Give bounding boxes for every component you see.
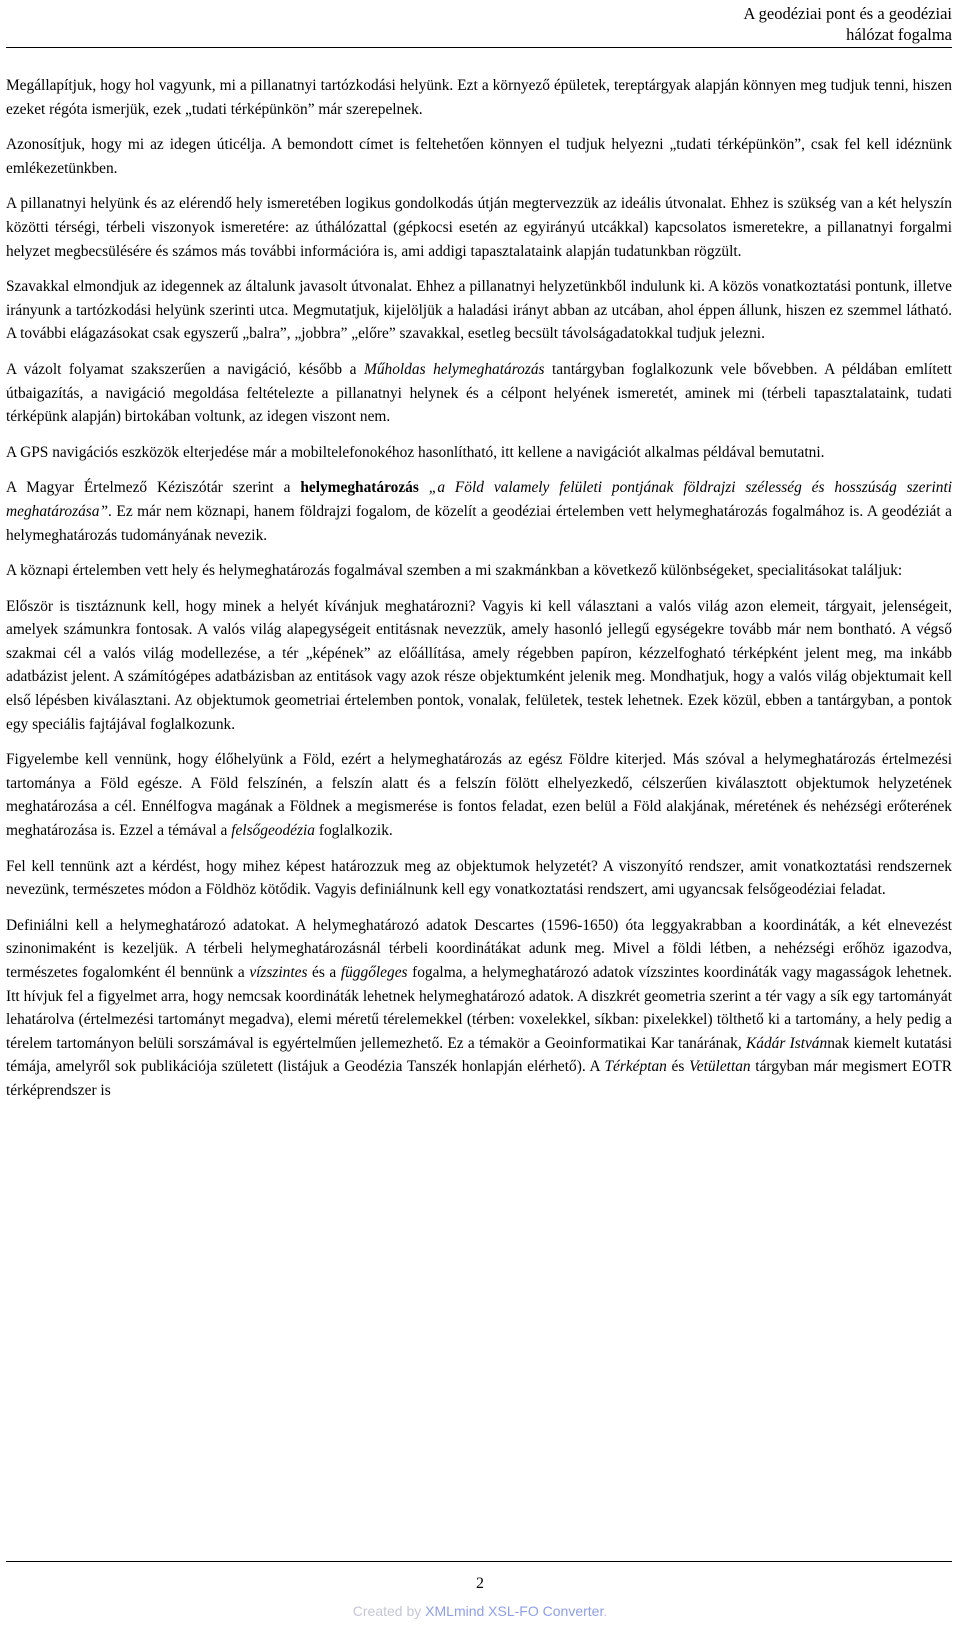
paragraph-11: Fel kell tennünk azt a kérdést, hogy mihez képest határozzuk meg az objektumok helyzetét? A viszonyító rendszer, amit vonatkoztatási rendszernek nevezünk, természetes módon a Földhöz kötődik. Vagyis definiálnunk kell egy vonatkoztatási rendszert, ami ugyancsak felsőgeodéziai feladat. <box>6 857 952 899</box>
header-title-line-2: hálózat fogalma <box>846 25 952 44</box>
paragraph-7-definition: „a Föld valamely felületi pontjának földrajzi szélesség és hosszúság szerinti meghatározása” <box>6 479 953 520</box>
paragraph-5-text-b: tantárgyban foglalkozunk vele bővebben. A példában említett útbaigazítás, a navigáció megoldása feltételezte a pillanatnyi helynek és a célpont helyének ismeretét, aminek mi (térbeli tapasztalataink, tudati térképünk alapján) birtokában voltunk, az idegen viszont nem. <box>6 360 953 426</box>
paragraph-1: Megállapítjuk, hogy hol vagyunk, mi a pillanatnyi tartózkodási helyünk. Ezt a környező épületek, tereptárgyak alapján könnyen meg tudjuk tenni, hiszen ezeket régóta ismerjük, ezek „tudati térképünkön” már szerepelnek. <box>6 77 952 118</box>
paragraph-8: A köznapi értelemben vett hely és helymeghatározás fogalmával szemben a mi szakmánkban a következő különbségeket, specialitásokat találjuk: <box>6 562 903 580</box>
paragraph-12-course-projection: Vetülettan <box>689 1058 751 1076</box>
paragraph-7 <box>6 476 952 547</box>
paragraph-12-text-a: Definiálni kell a helymeghatározó adatokat. A helymeghatározó adatok Descartes (1596-1650) óta leggyakrabban a koordináták, a két elnevezést szinonimaként is kezeljük. A térbeli helymeghatározásnál térbeli koordinátákat adunk meg. Mivel a földi létben, a nehézségi erőhöz igazodva, természetes fogalomként él bennünk a <box>6 916 952 981</box>
paragraph-5-text-a: A vázolt folyamat szakszerűen a navigáció, később a <box>6 360 364 378</box>
converter-credit <box>0 1602 960 1620</box>
paragraph-12 <box>6 914 952 1103</box>
paragraph-9: Először is tisztáznunk kell, hogy minek a helyét kívánjuk meghatározni? Vagyis ki kell választani a valós világ azon elemeit, tárgyait, jelenségeit, amelyek számunkra fontosak. A valós világ alapegységeit entitásnak nevezzük, amely hasonló jellegű egységekre tovább már nem bontható. A végső szakmai cél a valós világ modellezése, a tér „képének” az előállítása, amely régebben papíron, kézzelfogható térképként jelent meg, ma inkább adatbázist jelent. A számítógépes adatbázisban az entitások vagy azok része objektumként jelenik meg. Mondhatjuk, hogy a valós világ objektumait kell első lépésben kiválasztani. Az objektumok geometriai értelemben pontok, vonalak, felületek, testek lehetnek. Ezek közül, ebben a tantárgyban, a pontok egy speciális fajtájával foglalkozunk. <box>6 597 952 733</box>
paragraph-12-course-cartography: Térképtan <box>604 1058 667 1076</box>
header-title-line-1: A geodéziai pont és a geodéziai <box>743 4 952 23</box>
paragraph-7-text-b: . Ez már nem köznapi, hanem földrajzi fogalom, de közelít a geodéziai értelemben vett helymeghatározás fogalmához is. A geodéziát a helymeghatározás tudományának nevezik. <box>6 502 952 544</box>
credit-suffix: . <box>603 1603 608 1619</box>
page-number: 2 <box>476 1575 484 1592</box>
paragraph-10-term: felsőgeodézia <box>231 822 315 840</box>
footer-divider <box>6 1561 952 1562</box>
paragraph-5-course-name: Műholdas helymeghatározás <box>364 360 545 378</box>
paragraph-10-text-b: foglalkozik. <box>314 822 393 840</box>
paragraph-12-term-horizontal: vízszintes <box>249 964 308 981</box>
credit-prefix: Created by <box>352 1603 426 1619</box>
running-header <box>6 0 952 45</box>
paragraph-4: Szavakkal elmondjuk az idegennek az általunk javasolt útvonalat. Ehhez a pillanatnyi helyzetünkből indulunk ki. A közös vonatkoztatási pontunk, illetve irányunk a tartózkodási helyünk szerinti utca. Megmutatjuk, kijelöljük a haladási irányt abban az utcában, ahol éppen állunk, hiszen ez szemmel látható. A további elágazásokat csak egyszerű „balra”, „jobbra” „előre” szavakkal, esetleg becsült távolságadatokkal tudjuk jelezni. <box>6 278 952 343</box>
paragraph-12-text-d: nak kiemelt kutatási témája, amelyről sok publikációja született (listájuk a Geodézia Tanszék honlapján elérhető). A <box>6 1034 952 1076</box>
paragraph-10 <box>6 748 952 842</box>
paragraph-12-term-vertical: függőleges <box>340 964 408 981</box>
paragraph-7-term: helymeghatározás <box>300 479 419 497</box>
paragraph-12-text-f: tárgyban már megismert EOTR térképrendszer is <box>6 1058 952 1099</box>
paragraph-12-text-e: és <box>666 1058 690 1076</box>
paragraph-7-text-a: A Magyar Értelmező Kéziszótár szerint a <box>6 479 301 497</box>
paragraph-6: A GPS navigációs eszközök elterjedése már a mobiltelefonokéhoz hasonlítható, itt kellene a navigációt alkalmas példával bemutatni. <box>6 443 825 461</box>
paragraph-12-person-name: Kádár István <box>745 1034 828 1052</box>
paragraph-3: A pillanatnyi helyünk és az elérendő hely ismeretében logikus gondolkodás útján megtervezzük az ideális útvonalat. Ehhez is szükség van a két helyszín közötti térségi, térbeli viszonyok ismeretére: az úthálózattal (gépkocsi esetén az egyirányú utcákkal) kapcsolatos ismeretekre, a pillanatnyi forgalmi helyzet megbecsülésére és számos más további információra is, ami addigi tapasztalataink alapján tudatunkban rögzült. <box>6 195 952 260</box>
header-divider <box>6 47 952 48</box>
paragraph-12-text-b: és a <box>307 964 341 981</box>
paragraph-2: Azonosítjuk, hogy mi az idegen úticélja. A bemondott címet is feltehetően könnyen el tudjuk helyezni „tudati térképünkön”, csak fel kell idéznünk emlékezetünkben. <box>6 136 952 177</box>
paragraph-10-text-a: Figyelembe kell vennünk, hogy élőhelyünk a Föld, ezért a helymeghatározás az egész Földre kiterjed. Más szóval a helymeghatározás értelmezési tartománya a Föld egésze. A Föld felszínén, a felszín alatt és a felszín fölött elhelyezkedő, célszerűen kiválasztott objektumok helyzetének meghatározása a cél. Ennélfogva magának a Földnek a megismerése is fontos feladat, ezen belül a Föld alakjának, méretének és nehézségi erőterének meghatározása is. Ezzel a témával a <box>6 751 952 840</box>
paragraph-12-text-c: fogalma, a helymeghatározó adatok vízszintes koordináták vagy magasságok lehetnek. Itt hívjuk fel a figyelmet arra, hogy nemcsak koordináták lehetnek helymeghatározó adatok. A diszkrét geometria szerint a tér vagy a sík egy tartományát lehatárolva (értelmezési tartományt megadva), elemi méretű térelemekkel (térben: voxelekkel, síkban: pixelekkel) tölthető ki a tartomány, a hely pedig a térelem tartományon belüli sorszámával is egyértelműen jellemezhető. Ez a témakör a Geoinformatikai Kar tanárának, <box>6 964 952 1052</box>
paragraph-5 <box>6 358 952 429</box>
credit-brand-link[interactable]: XMLmind XSL-FO Converter <box>425 1603 604 1619</box>
document-body <box>6 74 952 1103</box>
